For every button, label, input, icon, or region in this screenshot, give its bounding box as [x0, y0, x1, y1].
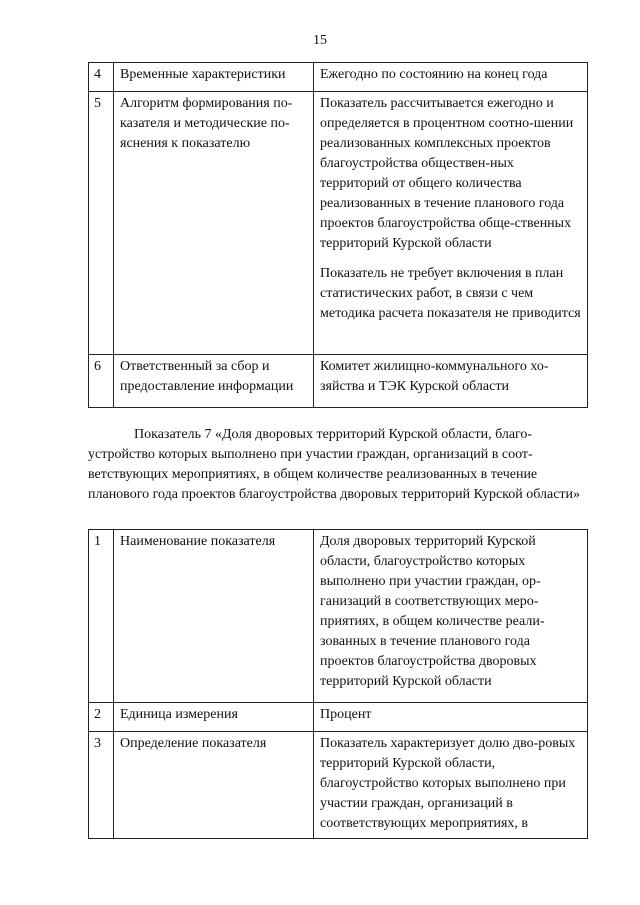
row-value — [314, 703, 588, 732]
row-number: 3 — [89, 732, 114, 839]
row-value — [314, 530, 588, 703]
row-value — [314, 92, 588, 355]
row-label: Единица измерения — [114, 703, 314, 732]
row-number: 2 — [89, 703, 114, 732]
row-number: 6 — [89, 355, 114, 408]
value-paragraph: Показатель рассчитывается ежегодно и определяется в процентном соотно-шении реализованных комплексных проектов благоустройства обществен-ных территорий от общего количества реализованных в течение планового года проектов благоустройства обще-ственных территорий Курской области — [320, 96, 574, 251]
value-paragraph: Показатель не требует включения в план статистических работ, в связи с чем методика расчета показателя не приводится — [320, 266, 581, 321]
table-row — [89, 63, 588, 92]
row-label: Наименование показателя — [114, 530, 314, 703]
indicator-table-top — [88, 62, 588, 408]
value-paragraph: Показатель характеризует долю дво-ровых территорий Курской области, благоустройство которых выполнено при участии граждан, организаций в соответствующих мероприятиях, в — [320, 736, 576, 831]
row-label: Алгоритм формирования по- казателя и методические по- яснения к показателю — [114, 92, 314, 355]
row-label: Определение показателя — [114, 732, 314, 839]
row-label: Временные характеристики — [114, 63, 314, 92]
value-paragraph: Процент — [320, 707, 372, 722]
table-row — [89, 732, 588, 839]
row-label: Ответственный за сбор и предоставление информации — [114, 355, 314, 408]
row-value — [314, 732, 588, 839]
row-value — [314, 355, 588, 408]
table-row — [89, 530, 588, 703]
indicator-heading-paragraph: Показатель 7 «Доля дворовых территорий Курской области, благо-устройство которых выполнено при участии граждан, организаций в соот-ветствующих мероприятиях, в общем количестве реализованных в течение планового года проектов благоустройства дворовых территорий Курской области» — [88, 427, 581, 502]
value-paragraph: Комитет жилищно-коммунального хо-зяйства и ТЭК Курской области — [320, 359, 549, 394]
table-row — [89, 703, 588, 732]
indicator-table-bottom — [88, 529, 588, 839]
value-paragraph: Ежегодно по состоянию на конец года — [320, 67, 548, 82]
table-row — [89, 355, 588, 408]
table-row — [89, 92, 588, 355]
page-number: 15 — [313, 33, 327, 48]
row-value — [314, 63, 588, 92]
row-number: 1 — [89, 530, 114, 703]
value-paragraph: Доля дворовых территорий Курской области, благоустройство которых выполнено при участии граждан, ор-ганизаций в соответствующих меро-приятиях, в общем количестве реали-зованных в течение планового года проектов благоустройства дворовых территорий Курской области — [320, 534, 545, 689]
row-number: 4 — [89, 63, 114, 92]
row-number: 5 — [89, 92, 114, 355]
